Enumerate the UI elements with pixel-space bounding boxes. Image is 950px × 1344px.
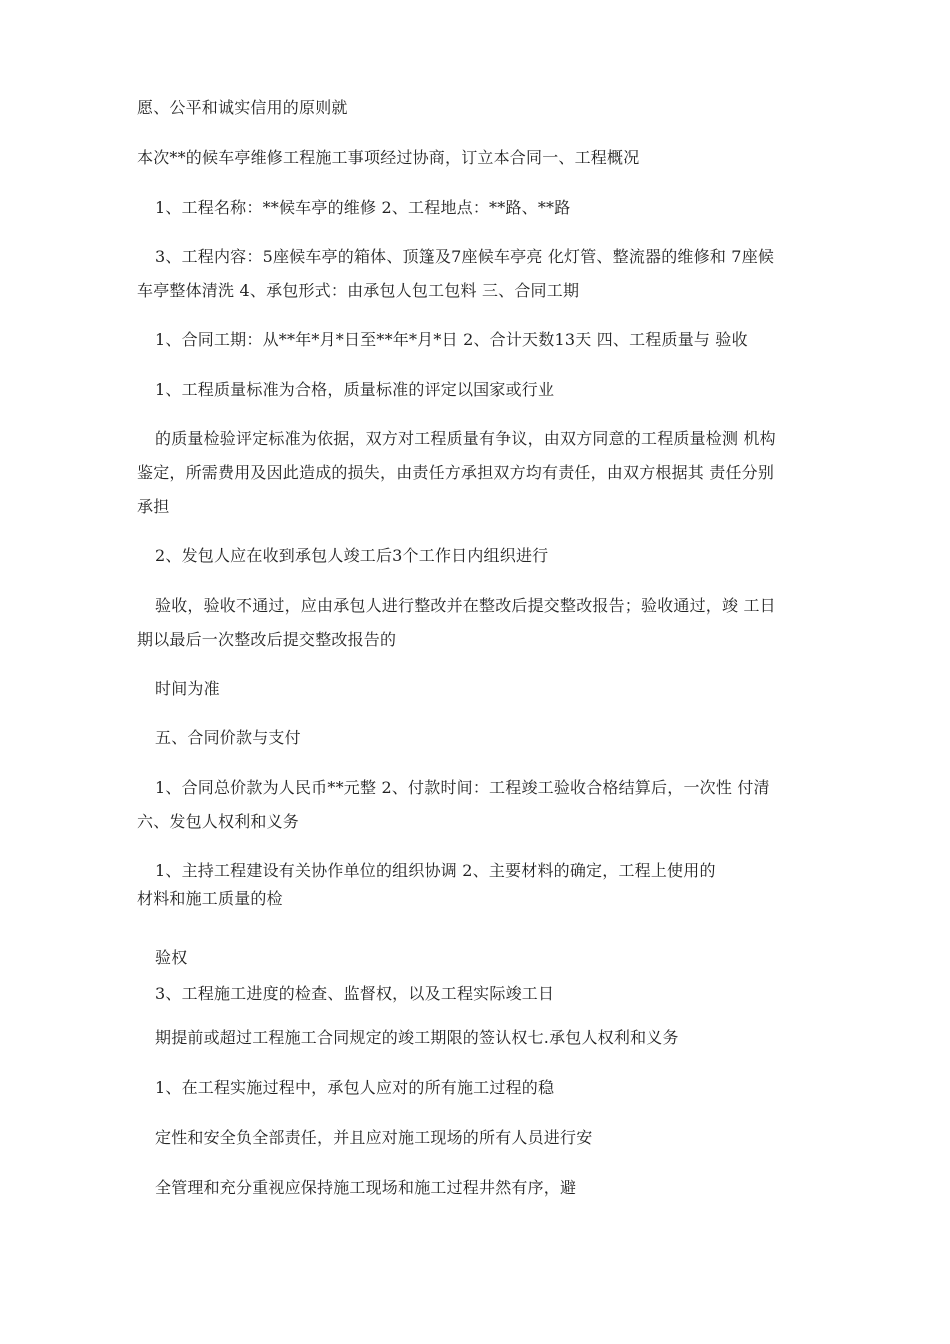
text-line: 1、合同工期：从**年*月*日至**年*月*日 2、合计天数13天 四、工程质量与 验收	[155, 330, 748, 349]
text-line: 五、合同价款与支付	[155, 728, 301, 747]
text-line: 验权	[155, 948, 188, 967]
text-line: 车亭整体清洗 4、承包形式：由承包人包工包料 三、合同工期	[137, 281, 580, 300]
text-line: 3、工程施工进度的检查、监督权，以及工程实际竣工日	[155, 984, 555, 1003]
text-line: 1、工程名称：**候车亭的维修 2、工程地点：**路、**路	[155, 198, 571, 217]
text-line: 1、工程质量标准为合格，质量标准的评定以国家或行业	[155, 380, 555, 399]
text-line: 本次**的候车亭维修工程施工事项经过协商，订立本合同一、工程概况	[137, 148, 640, 167]
text-line: 期提前或超过工程施工合同规定的竣工期限的签认权七.承包人权利和义务	[155, 1028, 679, 1047]
text-line: 1、合同总价款为人民币**元整 2、付款时间：工程竣工验收合格结算后，一次性 付清	[155, 778, 770, 797]
text-line: 验收，验收不通过，应由承包人进行整改并在整改后提交整改报告；验收通过，竣 工日	[155, 596, 776, 615]
text-line: 材料和施工质量的检	[137, 889, 283, 908]
text-line: 1、在工程实施过程中，承包人应对的所有施工过程的稳	[155, 1078, 555, 1097]
text-line: 定性和安全负全部责任，并且应对施工现场的所有人员进行安	[155, 1128, 593, 1147]
text-line: 2、发包人应在收到承包人竣工后3个工作日内组织进行	[155, 546, 549, 565]
text-line: 六、发包人权利和义务	[137, 812, 300, 831]
text-line: 时间为准	[155, 679, 220, 698]
text-line: 全管理和充分重视应保持施工现场和施工过程井然有序，避	[155, 1178, 577, 1197]
text-line: 鉴定，所需费用及因此造成的损失，由责任方承担双方均有责任，由双方根据其 责任分别	[137, 463, 775, 482]
text-line: 承担	[137, 497, 170, 516]
text-line: 期以最后一次整改后提交整改报告的	[137, 630, 397, 649]
text-line: 愿、公平和诚实信用的原则就	[137, 98, 348, 117]
text-line: 的质量检验评定标准为依据，双方对工程质量有争议，由双方同意的工程质量检测 机构	[155, 429, 776, 448]
text-line: 1、主持工程建设有关协作单位的组织协调 2、主要材料的确定，工程上使用的	[155, 861, 716, 880]
text-line: 3、工程内容：5座候车亭的箱体、顶篷及7座候车亭亮 化灯管、整流器的维修和 7座候	[155, 247, 775, 266]
